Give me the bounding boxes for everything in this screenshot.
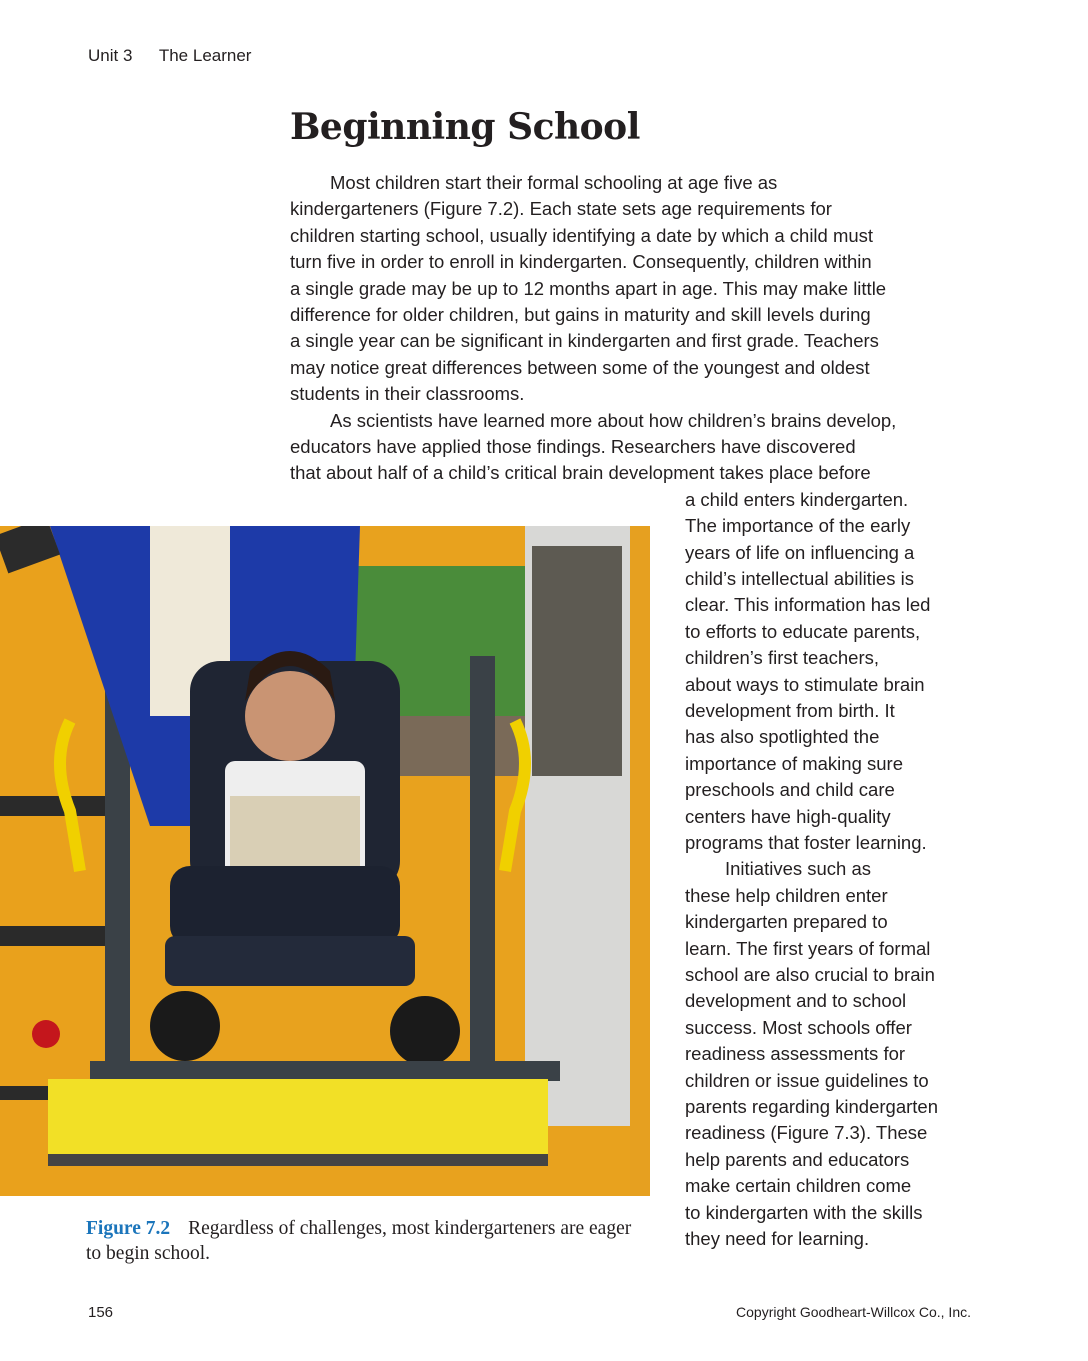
body-line: difference for older children, but gains in maturity and skill levels during <box>290 304 871 325</box>
body-line: The importance of the early <box>685 515 911 537</box>
body-line: importance of making sure <box>685 752 903 774</box>
body-line: Most children start their formal schooling at age five as <box>330 172 778 193</box>
body-line: about ways to stimulate brain <box>685 673 925 695</box>
body-line: to kindergarten with the skills <box>685 1201 923 1223</box>
body-line: kindergarten prepared to <box>685 911 888 933</box>
body-line: success. Most schools offer <box>685 1016 912 1038</box>
running-head <box>88 46 273 66</box>
body-line: programs that foster learning. <box>685 832 927 853</box>
body-line: child’s intellectual abilities is <box>685 568 914 589</box>
body-line: that about half of a child’s critical brain development takes place before <box>290 462 871 484</box>
body-line: years of life on influencing a <box>685 541 915 563</box>
body-line: children’s first teachers, <box>685 647 879 669</box>
body-line: turn five in order to enroll in kindergarten. Consequently, children within <box>290 251 872 273</box>
body-line: make certain children come <box>685 1175 912 1197</box>
body-line: help parents and educators <box>685 1148 910 1170</box>
body-line: has also spotlighted the <box>685 726 880 748</box>
body-line: parents regarding kindergarten <box>685 1096 938 1117</box>
body-line: these help children enter <box>685 884 888 906</box>
body-line: they need for learning. <box>685 1228 870 1249</box>
body-line: centers have high-quality <box>685 805 891 827</box>
copyright: Copyright Goodheart-Willcox Co., Inc. <box>736 1304 971 1320</box>
body-line: development from birth. It <box>685 700 895 721</box>
body-line: educators have applied those findings. Researchers have discovered <box>290 436 856 457</box>
body-line: children starting school, usually identifying a date by which a child must <box>290 224 874 246</box>
body-line: children or issue guidelines to <box>685 1069 929 1091</box>
figure-caption <box>86 1216 646 1266</box>
body-line: As scientists have learned more about how children’s brains develop, <box>330 409 897 431</box>
unit-label: Unit 3 <box>88 46 133 65</box>
body-line: a single year can be significant in kindergarten and first grade. Teachers <box>290 330 879 352</box>
body-line: development and to school <box>685 990 907 1012</box>
body-line: learn. The first years of formal <box>685 937 931 959</box>
figure-label: Figure 7.2 <box>86 1218 171 1239</box>
figure-photo <box>0 526 650 1196</box>
body-line: Initiatives such as <box>725 858 872 880</box>
body-line: kindergarteners (Figure 7.2). Each state sets age requirements for <box>290 198 832 220</box>
body-line: readiness assessments for <box>685 1043 906 1065</box>
body-line: may notice great differences between some of the youngest and oldest <box>290 356 870 378</box>
bus-lift-photo-illustration <box>0 526 650 1196</box>
body-line: a child enters kindergarten. <box>685 488 909 510</box>
body-line: clear. This information has led <box>685 594 931 616</box>
page-number: 156 <box>88 1304 114 1321</box>
body-line: to efforts to educate parents, <box>685 620 921 642</box>
section-title: Beginning School <box>290 106 640 148</box>
unit-title: The Learner <box>158 46 252 65</box>
body-line: a single grade may be up to 12 months apart in age. This may make little <box>290 277 887 299</box>
figure-caption-text: Regardless of challenges, most kindergarteners are eager to begin school. <box>86 1218 632 1264</box>
body-line: students in their classrooms. <box>290 383 525 405</box>
body-line: preschools and child care <box>685 779 895 801</box>
body-line: school are also crucial to brain <box>685 964 935 985</box>
body-line: readiness (Figure 7.3). These <box>685 1122 928 1144</box>
